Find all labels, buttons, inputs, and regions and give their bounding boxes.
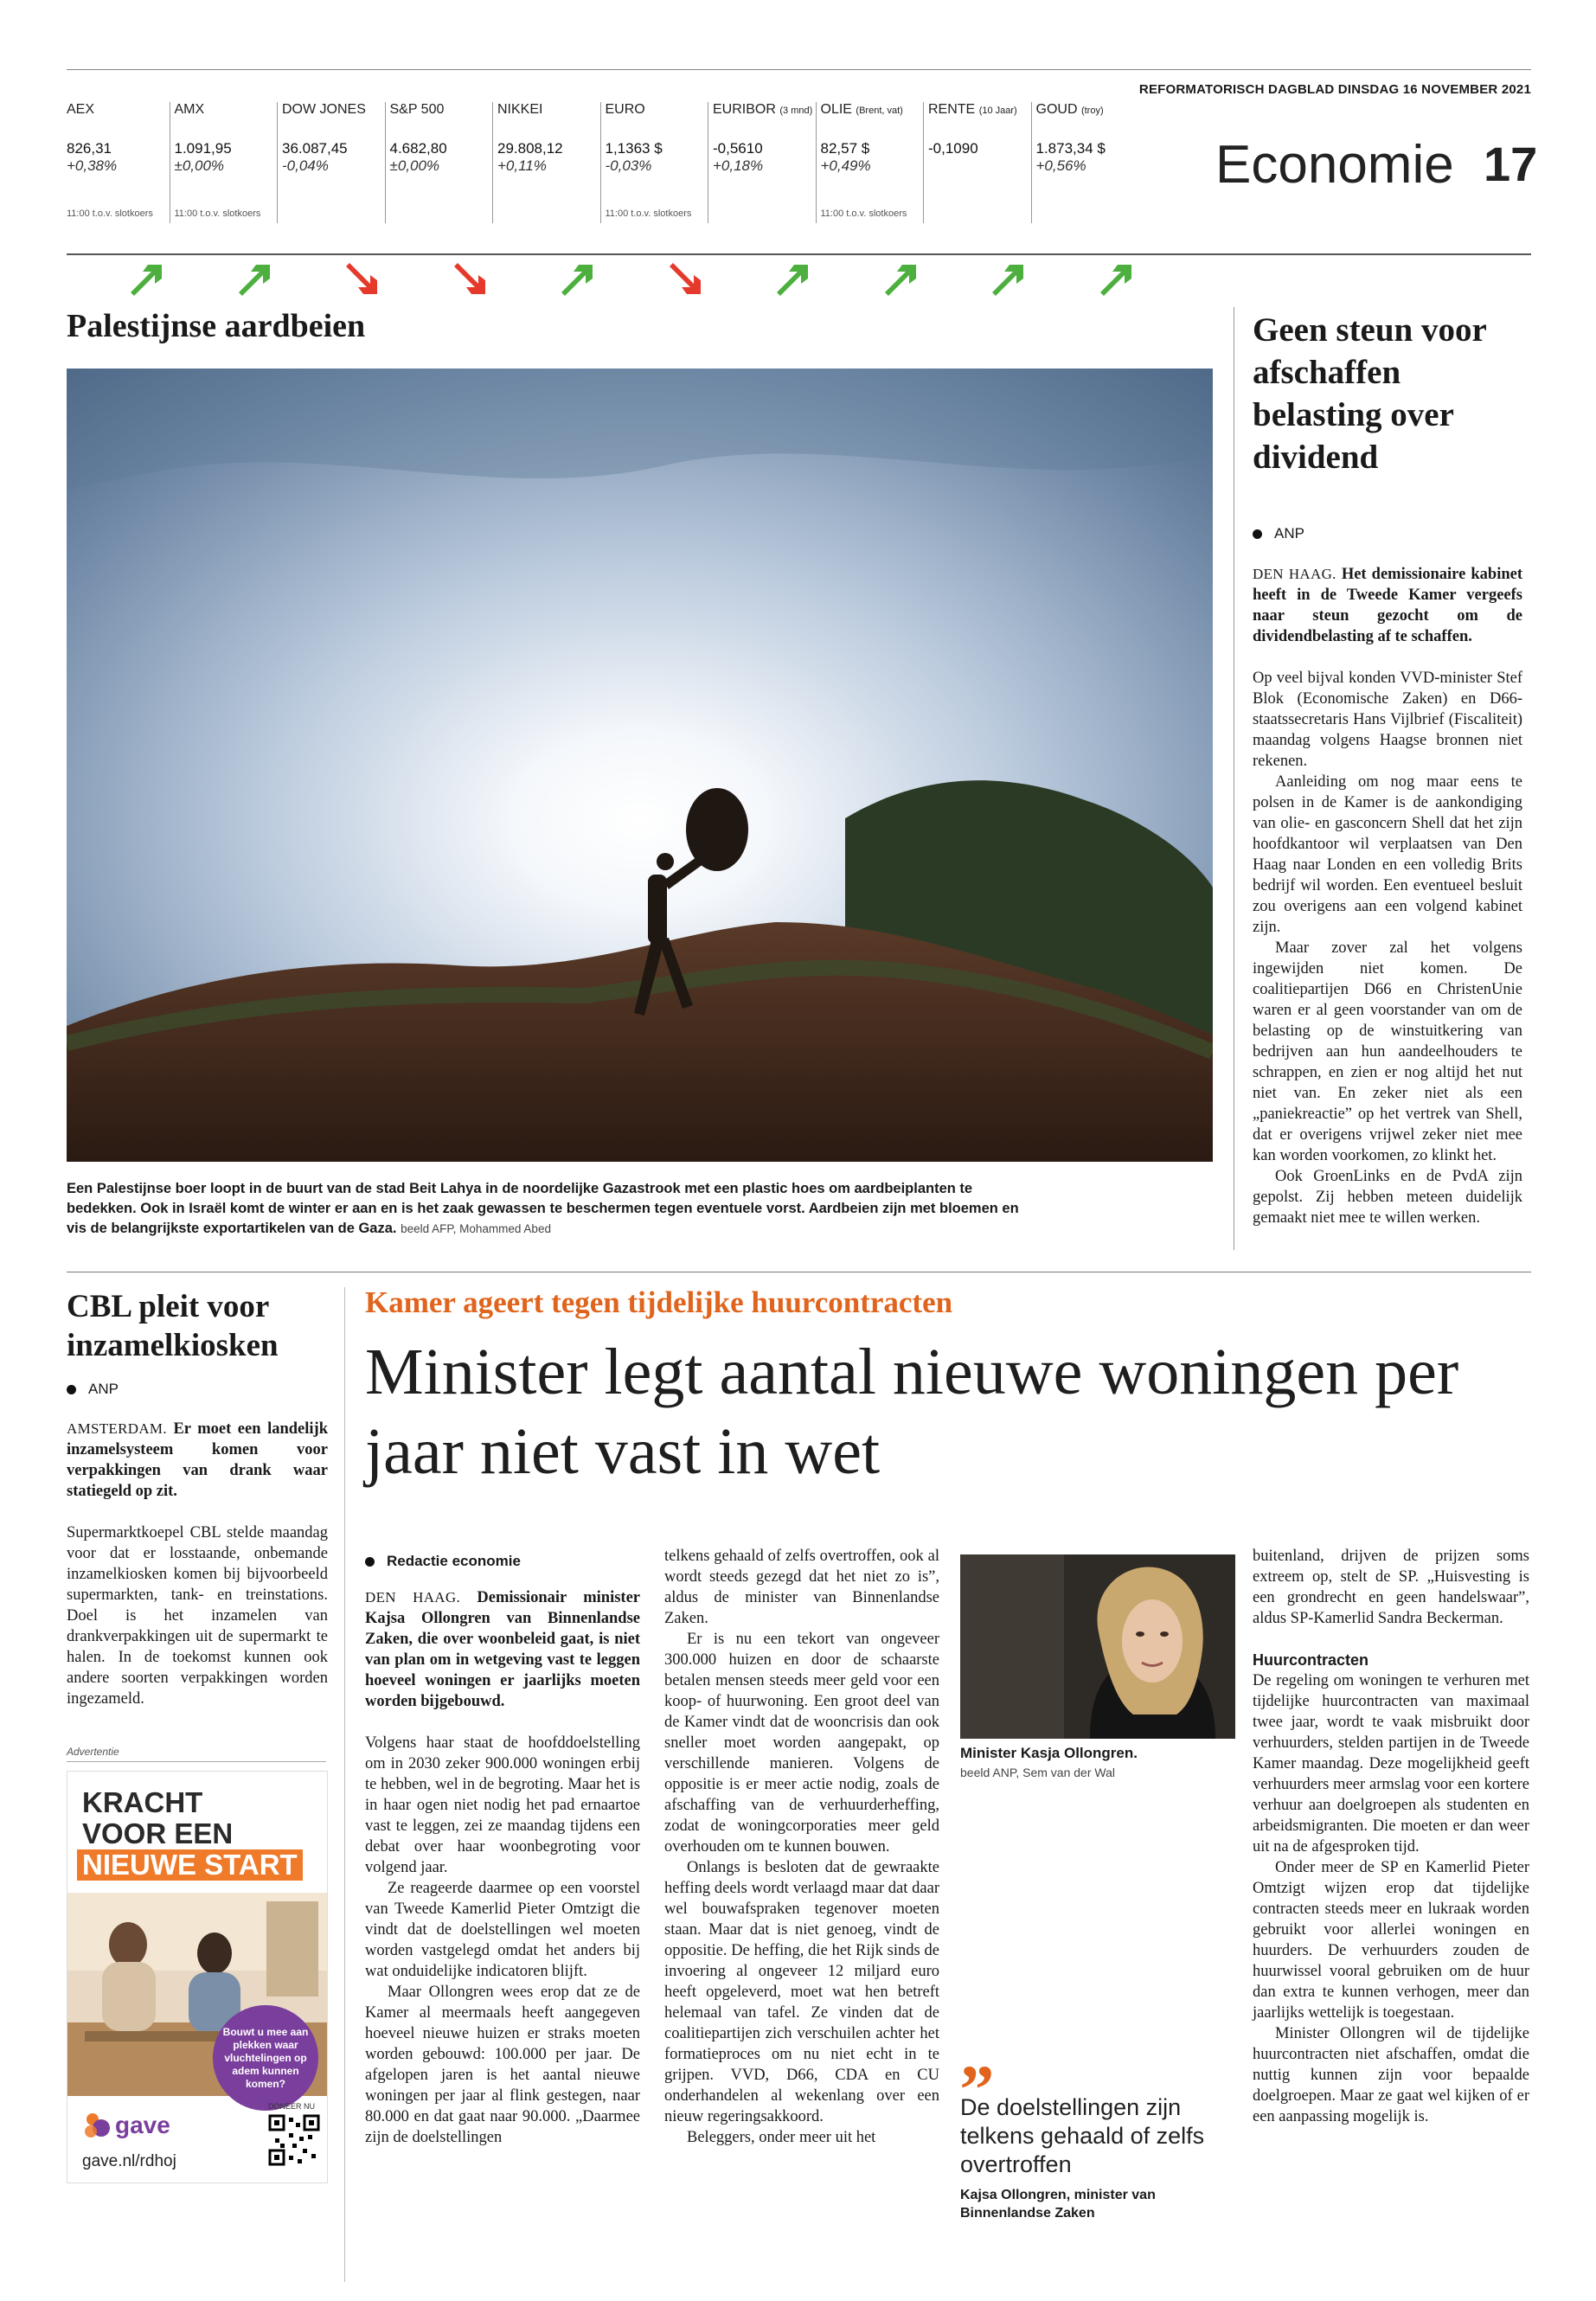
photo-story-title: Palestijnse aardbeien [67, 308, 366, 344]
ticker-value: -0,1090 [928, 140, 978, 157]
main-paragraph: Er is nu een tekort van ongeveer 300.000 huizen en door de schaarste betalen mensen steeds meer geld voor een koop- of huurwoning. Een groot deel van de Kamer vindt dat de wooncrisis dan ook sneller moet worden aangepakt, op verschillende manieren. Volgens de oppositie is er meer actie nodig, zoals de afschaffing van de verhuurderheffing, zodat de woningcorporaties meer geld overhouden om te kunnen bouwen. [664, 1631, 939, 1856]
main-lead: DEN HAAG. Demissionair minister Kajsa Ollongren van Binnenlandse Zaken, die over woonbeleid gaat, is niet van plan om in wetgeving vast te leggen hoeveel woningen er jaarlijks moeten worden bijgebouwd. [365, 1589, 641, 1710]
ticker-name: OLIE (Brent, vat) [820, 102, 903, 117]
ticker-change: +0,49% [820, 157, 871, 174]
main-paragraph: Onlangs is besloten dat de gewraakte heffing deels wordt verlaagd maar dat daar wel bouwafspraken tegenover moeten staan. Maar dat is niet genoeg, vindt de oppositie. De heffing, die het Rijk sinds de invoering al ongeveer 12 miljard euro heeft opgeleverd, moet wat hen betreft helemaal van tafel. Ze vinden dat de coalitiepartijen zich verschuilen achter het formatieproces om nu niet echt in te grijpen. VVD, D66, CDA en CU onderhandelen al wekenlang over een nieuw regeringsakkoord. [664, 1859, 939, 2125]
arrow-up-right-icon [234, 258, 275, 299]
ticker-value: 29.808,12 [497, 140, 563, 157]
ticker-name: RENTE (10 Jaar) [928, 102, 1017, 117]
dividend-paragraph: Maar zover zal het volgens ingewijden niet komen. De coalitiepartijen D66 en ChristenUnie waren er al geen voorstander van om de belasting op de winstuitkering van bedrijven aan hun aandeelhouders te schrappen, en zien er nog altijd het nut niet van. En zeker niet als een „paniekreactie” op het vertrek van Shell, dat er overigens vrijwel zeker niet mee kan worden voorkomen, zo klinkt het. [1253, 939, 1522, 1164]
qr-code-icon[interactable] [268, 2114, 320, 2166]
ticker-divider [816, 102, 817, 223]
main-subhead: Huurcontracten [1253, 1651, 1369, 1669]
ticker-item [928, 102, 1036, 223]
ticker-name: AEX [67, 102, 95, 117]
main-column-4 [1253, 1546, 1529, 2127]
main-paragraph: Minister Ollongren wil de tijdelijke huurcontracten niet afschaffen, omdat die nuttig kunnen zijn voor bepaalde doelgroepen. Maar ze gaat wel kijken of er een aanpassing mogelijk is. [1253, 2025, 1529, 2125]
ticker-change: -0,04% [282, 157, 329, 174]
ticker-item [1036, 102, 1144, 223]
cbl-body [67, 1419, 328, 1709]
ticker-value: 4.682,80 [389, 140, 447, 157]
ad-headline: KRACHT VOOR EEN NIEUWE START [82, 1787, 303, 1881]
ticker-item [497, 102, 606, 223]
arrow-up-right-icon [125, 258, 167, 299]
dividend-byline [1253, 525, 1304, 542]
byline-text: Redactie economie [387, 1553, 521, 1569]
arrow-up-right-icon [772, 258, 813, 299]
column-divider [344, 1287, 345, 2282]
main-column-1 [365, 1587, 640, 2148]
byline-text: ANP [88, 1381, 119, 1397]
ad-brand: gave [115, 2112, 170, 2138]
photo-caption-text: Een Palestijnse boer loopt in de buurt van de stad Beit Lahya in de noordelijke Gazastrook met een plastic hoes om aardbeiplanten te bedekken. Ook in Israël komt de winter er aan en is het zaak gewassen te beschermen tegen eventuele vorst. Aardbeien zijn met bloemen en vis de belangrijkste exportartikelen van de Gaza. [67, 1181, 1019, 1236]
cbl-headline: CBL pleit voor inzamelkiosken [67, 1289, 279, 1363]
ticker-note: 11:00 t.o.v. slotkoers [605, 208, 692, 219]
ticker-change: +0,38% [67, 157, 118, 174]
ticker-divider [600, 102, 601, 223]
ad-url[interactable]: gave.nl/rdhoj [82, 2152, 176, 2170]
ad-rule [67, 1761, 326, 1762]
arrow-up-right-icon [880, 258, 921, 299]
ticker-item [282, 102, 390, 223]
ticker-change: +0,11% [497, 157, 547, 174]
dividend-headline: Geen steun voor afschaffen belasting over dividend [1253, 311, 1487, 476]
ticker-name: S&P 500 [389, 102, 445, 117]
gave-logo-icon [82, 2111, 112, 2140]
cbl-byline [67, 1381, 119, 1398]
masthead-rule [67, 253, 1531, 255]
arrow-up-right-icon [556, 258, 598, 299]
ticker-value: 1.091,95 [174, 140, 232, 157]
quote-mark-icon: „ [960, 2016, 995, 2093]
ticker-name: DOW JONES [282, 102, 366, 117]
ticker-divider [923, 102, 924, 223]
byline-text: ANP [1274, 525, 1304, 542]
paper-dateline: REFORMATORISCH DAGBLAD DINSDAG 16 NOVEMBER 2021 [1138, 82, 1531, 97]
dividend-body [1253, 564, 1522, 1228]
photo-caption [67, 1179, 1027, 1239]
main-kicker: Kamer ageert tegen tijdelijke huurcontracten [365, 1285, 953, 1319]
main-headline: Minister legt aantal nieuwe woningen per jaar niet vast in wet [365, 1336, 1459, 1488]
gave-advertisement[interactable] [67, 1771, 328, 2183]
dividend-paragraph: Op veel bijval konden VVD-minister Stef Blok (Economische Zaken) en D66-staatssecretaris Hans Vijlbrief (Fiscaliteit) maandag volgens Haagse bronnen niet rekenen. [1253, 670, 1522, 770]
arrow-down-right-icon [449, 258, 490, 299]
ticker-change: ±0,00% [174, 157, 225, 174]
section-title: Economie [1215, 135, 1454, 195]
ticker-value: 1.873,34 $ [1035, 140, 1106, 157]
main-column-2 [664, 1546, 939, 2148]
ticker-value: 826,31 [67, 140, 112, 157]
ticker-note: 11:00 t.o.v. slotkoers [174, 208, 261, 219]
ticker-value: 82,57 $ [820, 140, 870, 157]
ticker-divider [277, 102, 278, 223]
ad-donate-label: DONEER NU [268, 2102, 316, 2111]
dividend-paragraph: Aanleiding om nog maar eens te polsen in de Kamer is de aankondiging van olie- en gasconcern Shell dat het zijn hoofdkantoor wil verplaatsen van Den Haag naar Londen en een volledig Brits bedrijf wil worden. Een eventueel besluit zou overigens aan een volgend kabinet zijn. [1253, 773, 1522, 936]
dividend-paragraph: Ook GroenLinks en de PvdA zijn gepolst. Zij hebben meteen duidelijk gemaakt niet mee te willen werken. [1253, 1168, 1522, 1227]
portrait-caption: Minister Kasja Ollongren. [960, 1745, 1138, 1761]
pull-quote-source: Kajsa Ollongren, minister van Binnenlandse Zaken [960, 2188, 1156, 2221]
cbl-lead: AMSTERDAM. Er moet een landelijk inzamelsysteem komen voor verpakkingen van drank waar statiegeld op zit. [67, 1420, 328, 1500]
page-number: 17 [1484, 137, 1538, 191]
ticker-change: +0,56% [1035, 157, 1086, 174]
ticker-divider [492, 102, 493, 223]
ollongren-photo [960, 1554, 1235, 1739]
arrow-up-right-icon [1095, 258, 1137, 299]
main-paragraph: Ze reageerde daarmee op een voorstel van Tweede Kamerlid Pieter Omtzigt die vindt dat de doelstellingen wel moeten worden vastgelegd omdat het anders bij wat onduidelijke indicatoren blijft. [365, 1880, 640, 1980]
arrow-down-right-icon [664, 258, 706, 299]
ticker-divider [385, 102, 386, 223]
ad-label: Advertentie [67, 1746, 119, 1758]
byline-bullet [67, 1385, 76, 1394]
ticker-name: AMX [174, 102, 205, 117]
portrait-credit: beeld ANP, Sem van der Wal [960, 1766, 1115, 1779]
main-paragraph: telkens gehaald of zelfs overtroffen, ook al wordt steeds gezegd dat het niet zo is”, aldus de minister van Binnenlandse Zaken. [664, 1548, 939, 1627]
ticker-item [390, 102, 498, 223]
ticker-change: +0,18% [713, 157, 764, 174]
dividend-lead: DEN HAAG. Het demissionaire kabinet heeft in de Tweede Kamer vergeefs naar steun gezocht om de dividendbelasting af te schaffen. [1253, 566, 1522, 645]
arrow-down-right-icon [341, 258, 382, 299]
main-paragraph: Volgens haar staat de hoofddoelstelling om in 2030 zeker 900.000 woningen erbij te hebben, wel in de begroting. Maar het is in haar ogen niet nodig het pad ernaartoe vast te leggen, zei ze maandag tijdens een debat over haar woonbegroting voor volgend jaar. [365, 1734, 640, 1876]
top-rule [67, 69, 1531, 70]
strawberry-photo [67, 369, 1213, 1162]
ticker-value: 36.087,45 [282, 140, 348, 157]
ticker-change: ±0,00% [389, 157, 440, 174]
ticker-note: 11:00 t.o.v. slotkoers [820, 208, 907, 219]
ticker-value: 1,1363 $ [605, 140, 663, 157]
arrow-up-right-icon [987, 258, 1029, 299]
pull-quote: De doelstellingen zijn telkens gehaald of zelfs overtroffen [960, 2094, 1205, 2177]
ticker-name: EURO [605, 102, 645, 117]
ticker-value: -0,5610 [713, 140, 763, 157]
ad-badge: Bouwt u mee aan plekken waar vluchtelingen op adem kunnen komen? [213, 2005, 318, 2111]
main-paragraph: Onder meer de SP en Kamerlid Pieter Omtzigt wijzen erop dat tijdelijke contracten steeds meer en lukraak worden gebruikt voor allerlei woningen en huurders. De verhuurders zouden de huurwissel vooral gebruiken om de huur dan extra te kunnen verhogen, meer dan jaarlijks wettelijk is toegestaan. [1253, 1859, 1529, 2022]
main-paragraph: Maar Ollongren wees erop dat ze de Kamer al meermaals heeft aangegeven hoeveel nieuwe huizen er straks moeten worden gebouwd: 100.000 per jaar. De afgelopen jaren is het aantal nieuwe woningen per jaar al flink gestegen, naar 80.000 en dat gaat naar 90.000. „Daarmee zijn de doelstellingen [365, 1984, 640, 2146]
main-paragraph: buitenland, drijven de prijzen soms extreem op, stelt de SP. „Huisvesting is een grondrecht en geen handelswaar”, aldus SP-Kamerlid Sandra Beckerman. [1253, 1548, 1529, 1627]
photo-credit: beeld AFP, Mohammed Abed [401, 1222, 551, 1235]
byline-bullet [1253, 529, 1262, 539]
ticker-item [821, 102, 929, 223]
byline-bullet [365, 1557, 375, 1567]
main-byline [365, 1553, 521, 1570]
main-paragraph: Beleggers, onder meer uit het [687, 2129, 876, 2146]
ticker-item [606, 102, 714, 223]
ticker-item [67, 102, 175, 223]
ticker-name: EURIBOR (3 mnd) [713, 102, 813, 117]
ticker-item [713, 102, 821, 223]
ticker-name: GOUD (troy) [1035, 102, 1104, 117]
ticker-name: NIKKEI [497, 102, 543, 117]
ticker-divider [1031, 102, 1032, 223]
ticker-item [175, 102, 283, 223]
main-paragraph: De regeling om woningen te verhuren met tijdelijke huurcontracten van maximaal twee jaar, wordt te vaak misbruikt door verhuurders, stelden partijen in de Tweede Kamer maandag. Deze mogelijkheid geeft verhuurders meer armslag voor een kortere verhuur aan doelgroepen als studenten en arbeidsmigranten. Die moeten er dan weer uit na de afgesproken tijd. [1253, 1672, 1529, 1856]
ticker-change: -0,03% [605, 157, 652, 174]
cbl-paragraph: Supermarktkoepel CBL stelde maandag voor dat er losstaande, onbemande inzamelkiosken komen bij bijvoorbeeld supermarkten, tank- en treinstations. Doel is het inzamelen van drankverpakkingen uit de supermarkt te halen. In de toekomst kunnen ook andere soorten verpakkingen worden ingezameld. [67, 1524, 328, 1708]
ticker-note: 11:00 t.o.v. slotkoers [67, 208, 153, 219]
